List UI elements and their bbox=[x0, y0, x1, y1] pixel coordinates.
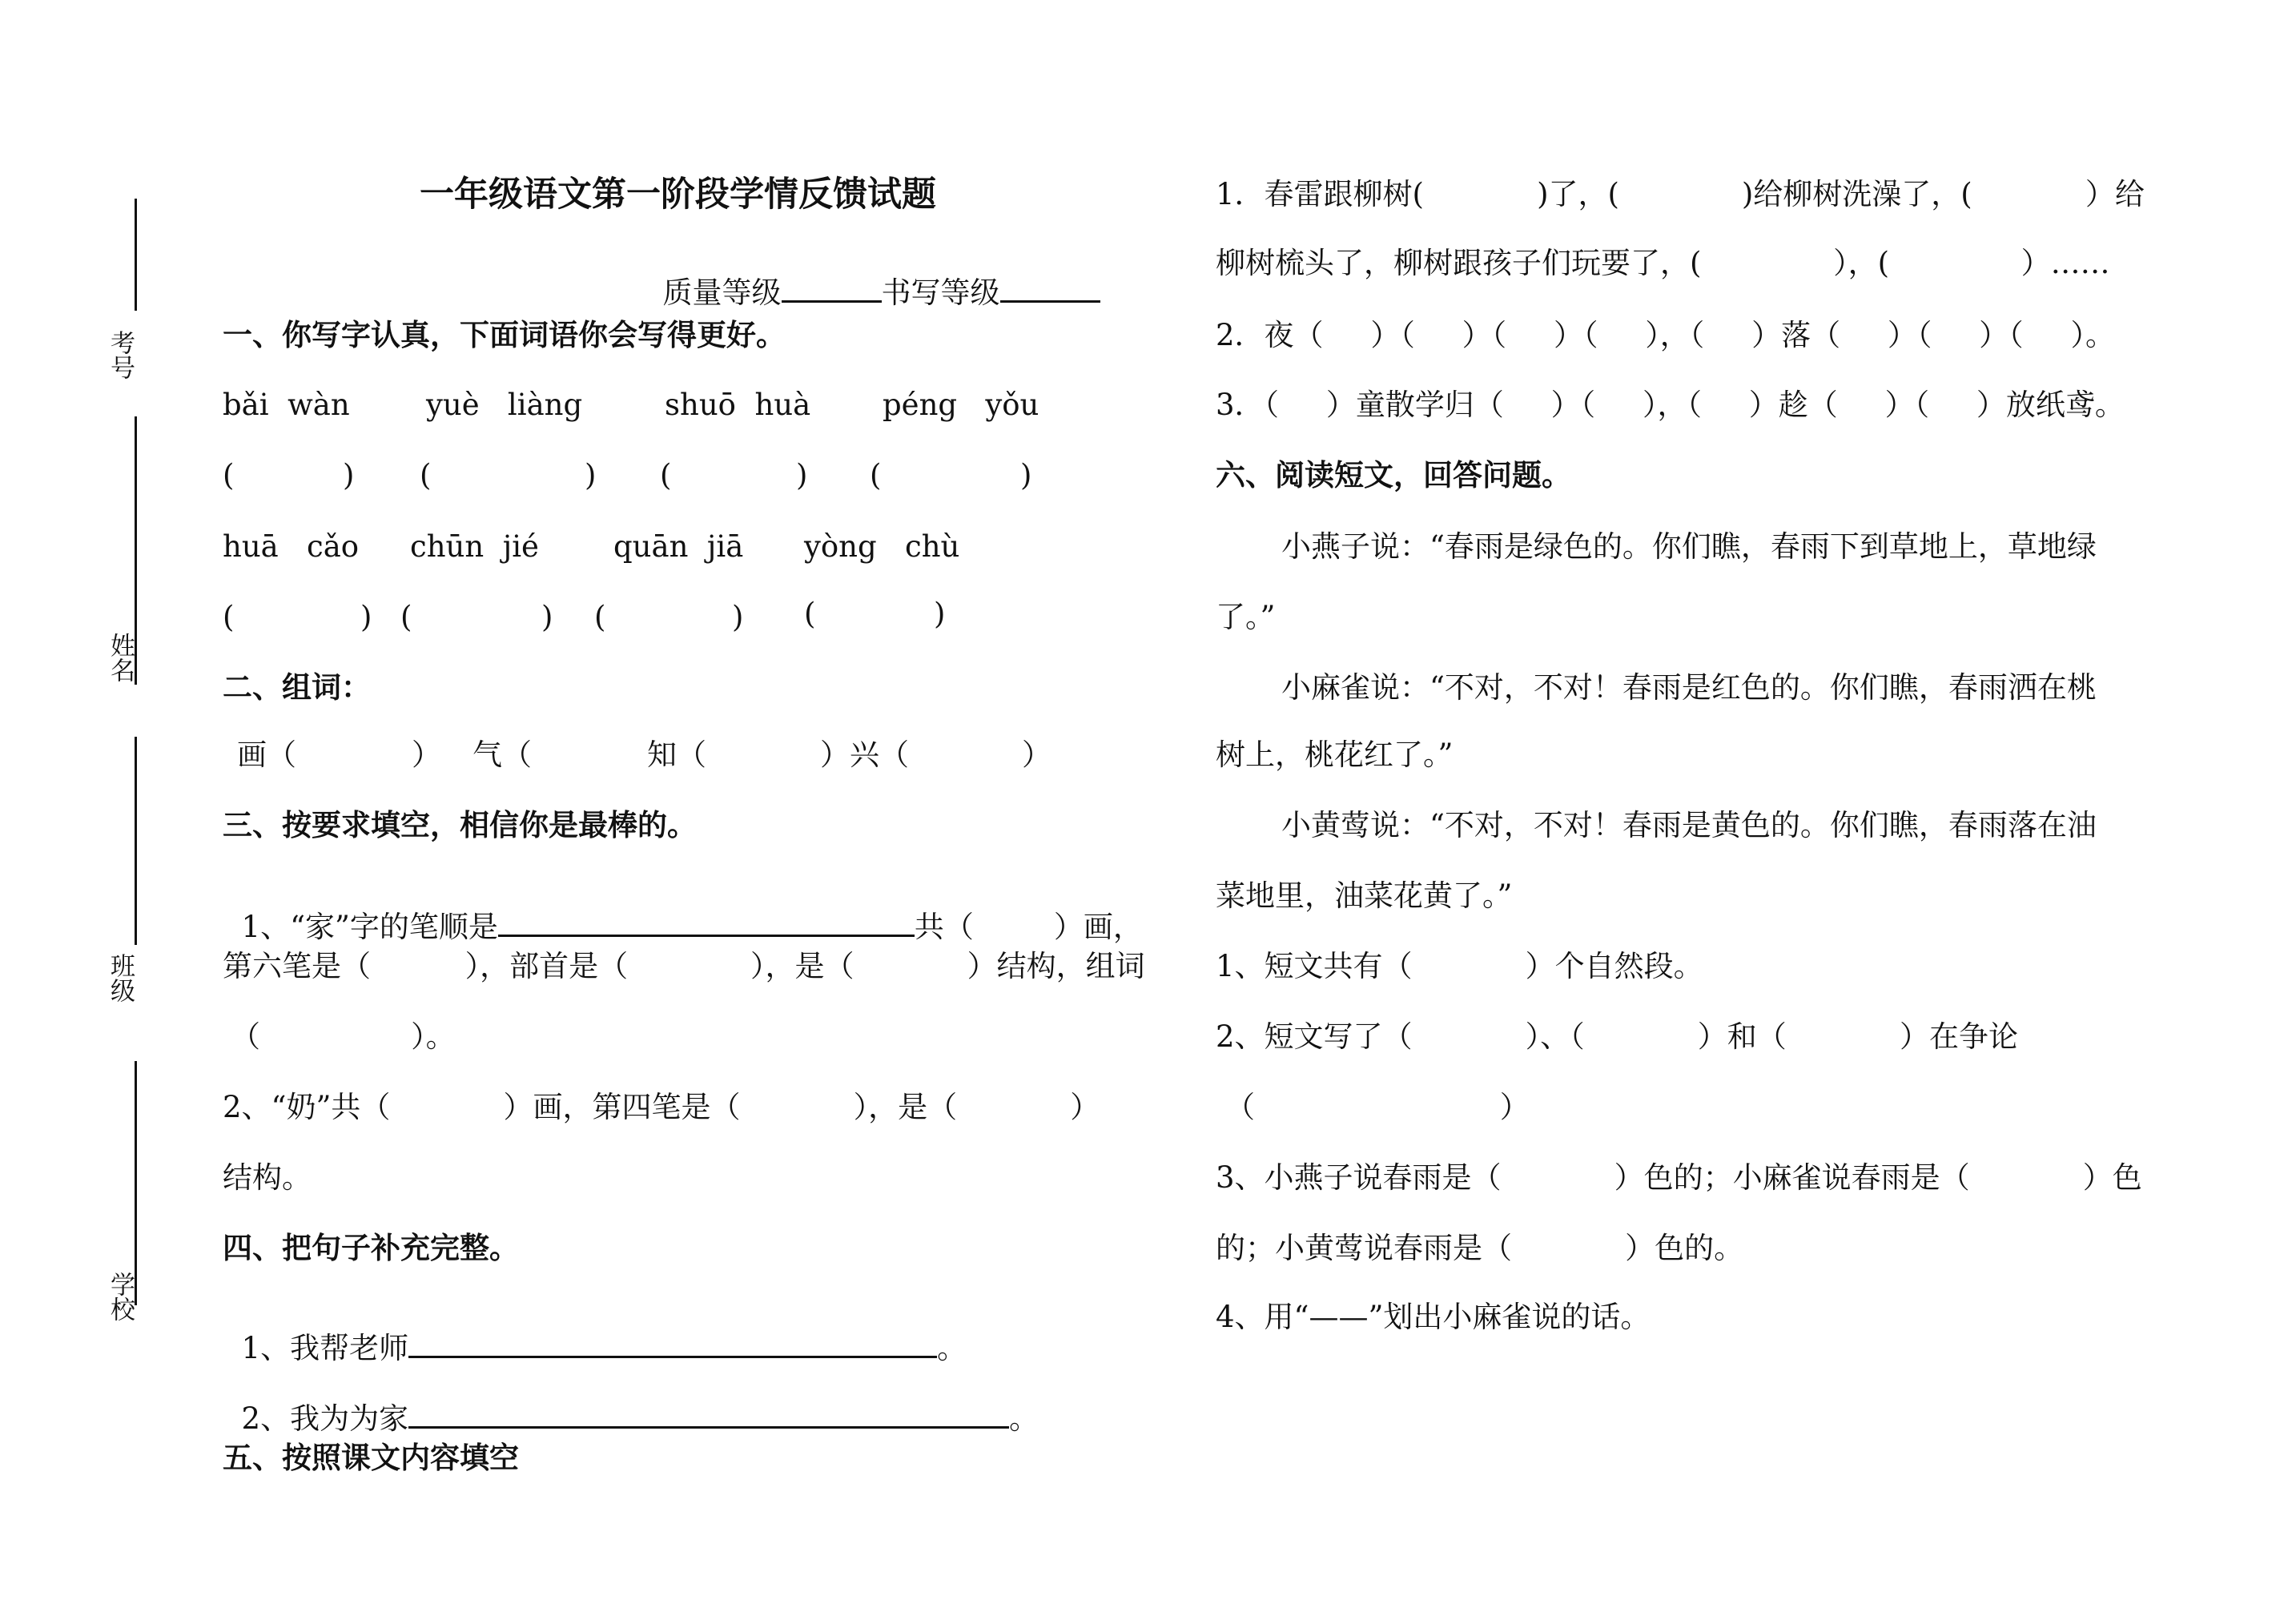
section5-heading: 五、按照课文内容填空 bbox=[223, 1440, 519, 1475]
passage-p3-line2: 菜地里，油菜花黄了。” bbox=[1216, 878, 1513, 913]
answer-close-1: ) bbox=[343, 458, 355, 492]
passage-p2-line1: 小麻雀说：“不对，不对！春雨是红色的。你们瞧，春雨洒在桃 bbox=[1281, 670, 2097, 705]
margin-rule-1 bbox=[135, 199, 137, 311]
answer-open-3: ( bbox=[660, 458, 672, 492]
writing-blank[interactable] bbox=[1000, 276, 1100, 303]
answer-close-7: ) bbox=[732, 600, 744, 634]
answer-open-6: ( bbox=[400, 600, 412, 634]
q3-1-prompt: 1、“家”字的笔顺是 bbox=[241, 910, 498, 944]
school-label: 学校 bbox=[106, 1272, 135, 1321]
answer-open-2: ( bbox=[420, 458, 432, 492]
passage-p1-line1: 小燕子说：“春雨是绿色的。你们瞧，春雨下到草地上，草地绿 bbox=[1281, 529, 2097, 564]
q5-3: 3．（ ）童散学归（ ）（ ），（ ）趁（ ）（ ）放纸鸢。 bbox=[1216, 388, 2125, 422]
passage-p2-line2: 树上，桃花红了。” bbox=[1216, 738, 1454, 772]
word-item-4: 知（ bbox=[647, 738, 706, 772]
q3-1-line2: 第六笔是（ ），部首是（ ），是（ ）结构，组词 bbox=[223, 949, 1145, 983]
q6-3-line2: 的；小黄莺说春雨是（ ）色的。 bbox=[1216, 1231, 1744, 1265]
q4-1 bbox=[223, 1302, 967, 1363]
answer-close-8: ) bbox=[934, 597, 946, 631]
section4-heading: 四、把句子补充完整。 bbox=[223, 1230, 519, 1265]
pinyin-3: shuō huà bbox=[665, 388, 811, 422]
q4-2 bbox=[223, 1373, 1039, 1436]
section6-heading: 六、阅读短文，回答问题。 bbox=[1216, 457, 1571, 492]
word-item-1: 画（ bbox=[237, 738, 296, 772]
margin-rule-3 bbox=[135, 737, 137, 945]
passage-p1-line2: 了。” bbox=[1216, 600, 1276, 634]
answer-close-5: ) bbox=[360, 600, 372, 634]
word-item-2: ） bbox=[412, 738, 441, 772]
q3-1-count-close: ）画， bbox=[1053, 910, 1143, 944]
pinyin-1: bǎi wàn bbox=[223, 388, 350, 422]
pinyin-4: péng yǒu bbox=[883, 388, 1039, 422]
answer-open-1: ( bbox=[223, 458, 235, 492]
q6-3-line1: 3、小燕子说春雨是（ ）色的；小麻雀说春雨是（ ）色 bbox=[1216, 1160, 2142, 1195]
q4-2-end: 。 bbox=[1009, 1401, 1039, 1436]
answer-close-3: ) bbox=[796, 458, 808, 492]
answer-open-8: ( bbox=[804, 597, 816, 631]
pinyin-2: yuè liàng bbox=[426, 388, 583, 422]
q3-1-count-open: 共（ bbox=[914, 910, 974, 944]
word-item-6: ） bbox=[1022, 738, 1051, 772]
name-label: 姓名 bbox=[106, 633, 135, 682]
answer-close-6: ) bbox=[541, 600, 553, 634]
word-item-3: 气（ bbox=[472, 738, 532, 772]
q5-2: 2．夜（ ）（ ）（ ）（ ），（ ）落（ ）（ ）（ ）。 bbox=[1216, 318, 2115, 352]
margin-rule-2 bbox=[135, 416, 137, 685]
q5-1-line2: 柳树梳头了，柳树跟孩子们玩要了，( ），( ）…… bbox=[1216, 246, 2110, 280]
q6-2-line1: 2、短文写了（ ）、（ ）和（ ）在争论 bbox=[1216, 1019, 2018, 1054]
q4-2-prompt: 2、我为为家 bbox=[241, 1401, 409, 1436]
margin-rule-4 bbox=[135, 1061, 137, 1305]
writing-label: 书写等级 bbox=[881, 275, 1000, 310]
q3-1-line3: （ ）。 bbox=[231, 1019, 456, 1054]
q4-1-end: 。 bbox=[937, 1331, 967, 1365]
q4-2-blank[interactable] bbox=[408, 1402, 1009, 1429]
q3-2-line2: 结构。 bbox=[223, 1160, 312, 1195]
answer-open-7: ( bbox=[594, 600, 606, 634]
answer-open-5: ( bbox=[223, 600, 235, 634]
pinyin-7: quān jiā bbox=[613, 529, 744, 564]
pinyin-6: chūn jié bbox=[410, 529, 539, 564]
q6-1: 1、短文共有（ ）个自然段。 bbox=[1216, 949, 1703, 983]
stroke-order-blank[interactable] bbox=[498, 910, 915, 937]
answer-close-4: ) bbox=[1020, 458, 1032, 492]
page-title: 一年级语文第一阶段学情反馈试题 bbox=[420, 175, 936, 215]
q3-1-line1 bbox=[223, 881, 1143, 942]
word-item-5: ）兴（ bbox=[820, 738, 909, 772]
class-label: 班级 bbox=[106, 953, 135, 1003]
q3-2-line1: 2、“奶”共（ ）画，第四笔是（ ），是（ ） bbox=[223, 1090, 1100, 1124]
grade-line bbox=[644, 247, 1100, 308]
q6-4: 4、用“——”划出小麻雀说的话。 bbox=[1216, 1300, 1651, 1334]
q6-2-line2: （ ） bbox=[1225, 1090, 1530, 1124]
q4-1-prompt: 1、我帮老师 bbox=[241, 1331, 409, 1365]
quality-blank[interactable] bbox=[782, 276, 882, 303]
section2-heading: 二、组词： bbox=[223, 669, 371, 705]
exam-number-label: 考号 bbox=[106, 330, 135, 380]
q5-1-line1: 1．春雷跟柳树( )了，( )给柳树洗澡了，( ）给 bbox=[1216, 177, 2145, 211]
section3-heading: 三、按要求填空，相信你是最棒的。 bbox=[223, 807, 697, 842]
section1-heading: 一、你写字认真，下面词语你会写得更好。 bbox=[223, 317, 786, 352]
answer-close-2: ) bbox=[585, 458, 597, 492]
pinyin-8: yòng chù bbox=[804, 529, 960, 564]
answer-open-4: ( bbox=[870, 458, 882, 492]
pinyin-5: huā cǎo bbox=[223, 529, 360, 564]
passage-p3-line1: 小黄莺说：“不对，不对！春雨是黄色的。你们瞧，春雨落在油 bbox=[1281, 808, 2097, 842]
quality-label: 质量等级 bbox=[662, 275, 782, 310]
q4-1-blank[interactable] bbox=[408, 1332, 937, 1358]
